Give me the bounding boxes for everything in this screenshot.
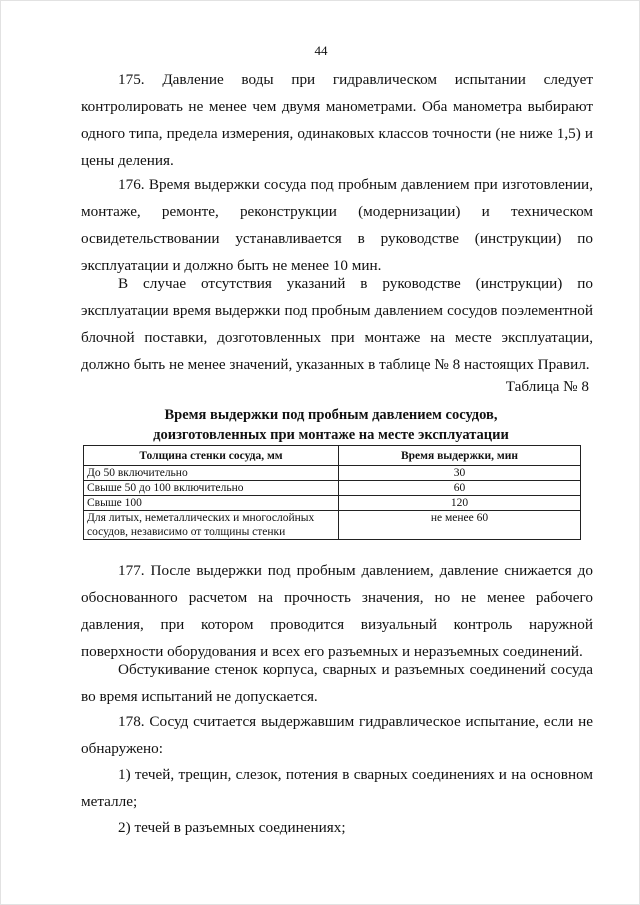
paragraph-177: 177. После выдержки под пробным давлением, давление снижается до обоснованного расчетом на прочность значения, но не менее рабочего давления, при котором проводится визуальный контроль наружной поверхности оборудования и всех его разъемных и неразъемных соединений. — [81, 562, 593, 660]
paragraph-178-item-2: 2) течей в разъемных соединениях; — [118, 819, 346, 836]
table-header-row — [84, 446, 581, 466]
table-row — [84, 496, 581, 511]
table-row — [84, 481, 581, 496]
cell-thickness: До 50 включительно — [84, 466, 339, 481]
cell-time: не менее 60 — [339, 511, 581, 540]
page-number: 44 — [314, 43, 328, 58]
paragraph-177-continuation: Обстукивание стенок корпуса, сварных и разъемных соединений сосуда во время испытаний не допускается. — [81, 661, 593, 705]
cell-thickness: Свыше 50 до 100 включительно — [84, 481, 339, 496]
table-caption-line-1: Время выдержки под пробным давлением сосудов, — [164, 407, 498, 423]
table-caption — [81, 405, 581, 445]
header-holding-time: Время выдержки, мин — [339, 446, 581, 466]
table-label: Таблица № 8 — [505, 378, 589, 395]
cell-thickness: Свыше 100 — [84, 496, 339, 511]
cell-time: 60 — [339, 481, 581, 496]
table-row — [84, 466, 581, 481]
cell-time: 120 — [339, 496, 581, 511]
paragraph-178: 178. Сосуд считается выдержавшим гидравлическое испытание, если не обнаружено: — [81, 713, 593, 757]
header-wall-thickness: Толщина стенки сосуда, мм — [84, 446, 339, 466]
holding-time-table — [83, 445, 581, 540]
table-row — [84, 511, 581, 540]
paragraph-176-continuation: В случае отсутствия указаний в руководстве (инструкции) по эксплуатации время выдержки под пробным давлением сосудов поэлементной блочной поставки, дозготовленных при монтаже на месте эксплуатации, должно быть не менее значений, указанных в таблице № 8 настоящих Правил. — [81, 275, 593, 373]
paragraph-175: 175. Давление воды при гидравлическом испытании следует контролировать не менее чем двумя манометрами. Оба манометра выбирают одного типа, предела измерения, одинаковых классов точности (не ниже 1,5) и цены деления. — [81, 71, 593, 169]
cell-time: 30 — [339, 466, 581, 481]
paragraph-176: 176. Время выдержки сосуда под пробным давлением при изготовлении, монтаже, ремонте, реконструкции (модернизации) и техническом освидетельствовании устанавливается в руководстве (инструкции) по эксплуатации и должно быть не менее 10 мин. — [81, 176, 593, 274]
paragraph-178-item-1: 1) течей, трещин, слезок, потения в сварных соединениях и на основном металле; — [81, 766, 593, 810]
cell-thickness: Для литых, неметаллических и многослойных сосудов, независимо от толщины стенки — [84, 511, 339, 540]
table-caption-line-2: доизготовленных при монтаже на месте эксплуатации — [153, 427, 509, 443]
